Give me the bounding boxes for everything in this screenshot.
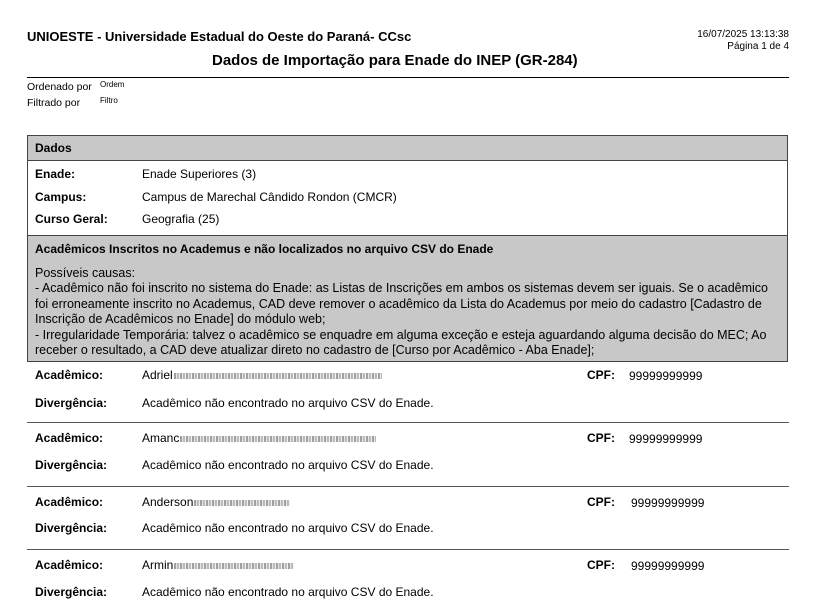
- report-title: Dados de Importação para Enade do INEP (GR-284): [212, 52, 578, 69]
- divergencia-label: Divergência:: [35, 396, 108, 410]
- student-name-text: Anderson: [142, 495, 194, 509]
- redacted-block: [174, 373, 382, 379]
- redacted-block: [180, 436, 376, 442]
- curso-value: Geografia (25): [142, 212, 220, 226]
- organization-name: UNIOESTE - Universidade Estadual do Oeste do Paraná- CCsc: [27, 29, 412, 44]
- academico-label: Acadêmico:: [35, 368, 104, 382]
- divergence-text: Acadêmico não encontrado no arquivo CSV do Enade.: [142, 396, 434, 410]
- warning-title: Acadêmicos Inscritos no Academus e não localizados no arquivo CSV do Enade: [35, 242, 494, 256]
- student-name-text: Adriel: [142, 368, 173, 382]
- curso-label: Curso Geral:: [35, 212, 108, 226]
- cpf-label: CPF:: [587, 431, 615, 445]
- record-divider: [27, 549, 789, 550]
- academico-label: Acadêmico:: [35, 558, 104, 572]
- divergence-text: Acadêmico não encontrado no arquivo CSV do Enade.: [142, 521, 434, 535]
- warning-section: [27, 235, 788, 362]
- academico-label: Acadêmico:: [35, 431, 104, 445]
- ordered-by-label: Ordenado por: [27, 81, 92, 93]
- cpf-label: CPF:: [587, 495, 615, 509]
- report-meta: [697, 29, 789, 53]
- campus-value: Campus de Marechal Cândido Rondon (CMCR): [142, 190, 397, 204]
- divergencia-label: Divergência:: [35, 585, 108, 599]
- enade-label: Enade:: [35, 167, 76, 181]
- cpf-value: 99999999999: [631, 559, 705, 573]
- redacted-block: [194, 500, 290, 506]
- causes-label: Possíveis causas:: [35, 265, 136, 280]
- divergence-text: Acadêmico não encontrado no arquivo CSV do Enade.: [142, 585, 434, 599]
- cause-item: - Irregularidade Temporária: talvez o acadêmico se enquadre em alguma exceção e esteja aguardando alguma decisão do MEC; Ao receber o resultado, a CAD deve atualizar direto no cadastro de [Curso por Acadêmico - Aba Enade];: [35, 327, 767, 357]
- header-divider: [27, 77, 789, 78]
- enade-value: Enade Superiores (3): [142, 167, 257, 181]
- page-info: Página 1 de 4: [727, 41, 789, 52]
- divergencia-label: Divergência:: [35, 521, 108, 535]
- cause-item: - Acadêmico não foi inscrito no sistema do Enade: as Listas de Inscrições em ambos os sistemas devem ser iguais. Se o acadêmico foi erroneamente inscrito no Academus, CAD deve remover o acadêmico da Lista do Academus por meio do cadastro [Cadastro de Inscrição de Acadêmicos no Enade] do módulo web;: [35, 281, 768, 326]
- student-name: [142, 431, 376, 445]
- student-name: [142, 558, 294, 572]
- ordered-by-value: Ordem: [100, 80, 125, 89]
- filtered-by-value: Filtro: [100, 96, 118, 105]
- filtered-by-label: Filtrado por: [27, 97, 81, 109]
- campus-label: Campus:: [35, 190, 87, 204]
- divergencia-label: Divergência:: [35, 458, 108, 472]
- cpf-value: 99999999999: [629, 432, 703, 446]
- record-divider: [27, 486, 789, 487]
- record-divider: [27, 422, 789, 423]
- cpf-value: 99999999999: [629, 369, 703, 383]
- academico-label: Acadêmico:: [35, 495, 104, 509]
- student-name-text: Amanc: [142, 431, 180, 445]
- divergence-text: Acadêmico não encontrado no arquivo CSV do Enade.: [142, 458, 434, 472]
- cpf-label: CPF:: [587, 368, 615, 382]
- redacted-block: [174, 563, 294, 569]
- student-name: [142, 495, 290, 509]
- student-name-text: Armin: [142, 558, 174, 572]
- dados-section-title: Dados: [28, 136, 787, 161]
- student-name: [142, 368, 382, 382]
- cpf-value: 99999999999: [631, 496, 705, 510]
- report-timestamp: 16/07/2025 13:13:38: [697, 29, 789, 40]
- cpf-label: CPF:: [587, 558, 615, 572]
